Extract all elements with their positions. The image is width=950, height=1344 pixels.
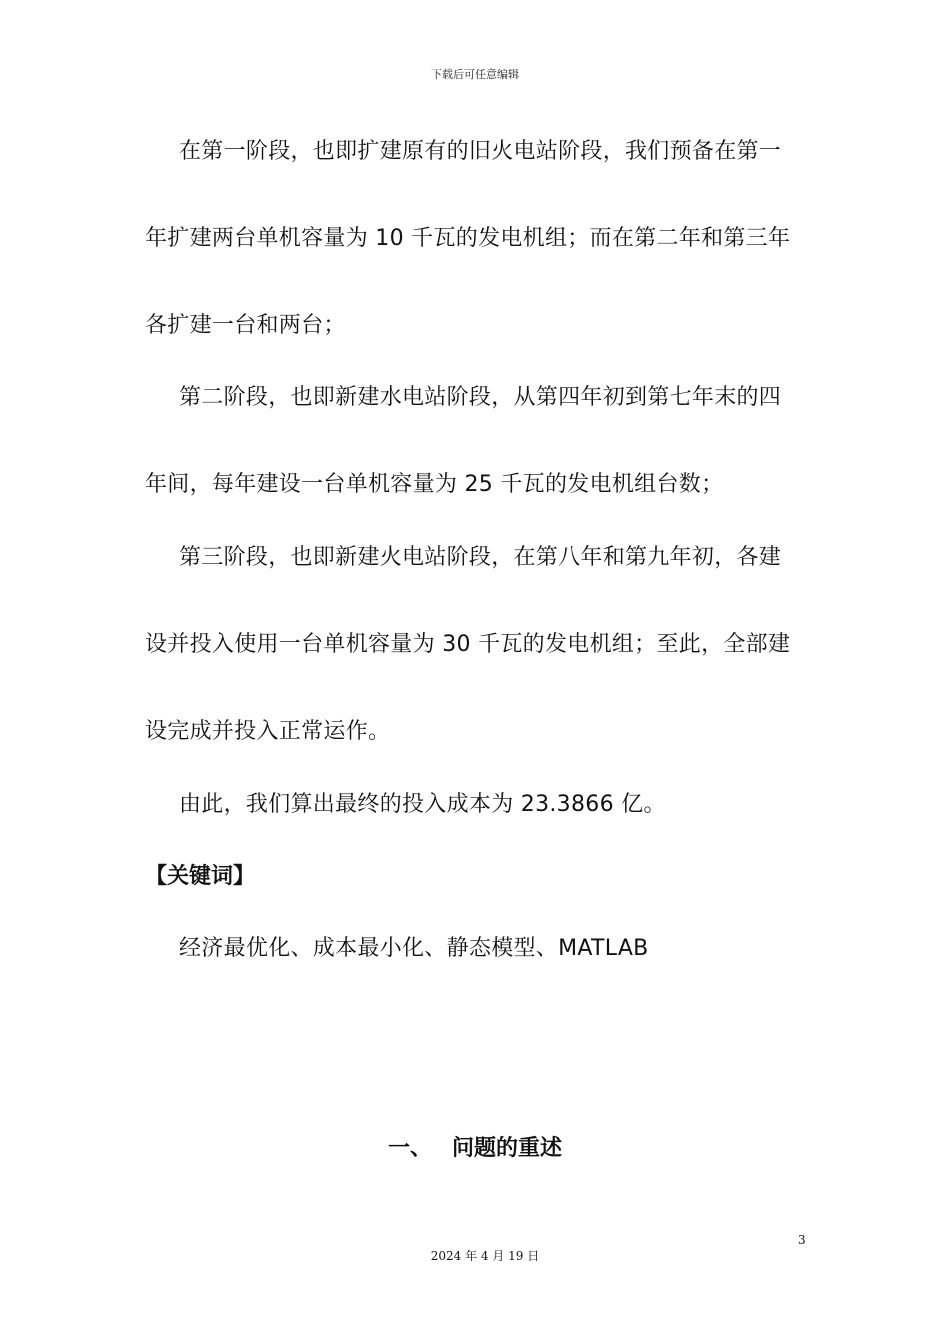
section-heading	[0, 1134, 950, 1164]
conclusion-line: 由此，我们算出最终的投入成本为 23.3866 亿。	[179, 792, 666, 817]
section-number: 一、	[387, 1136, 432, 1161]
paragraph-line: 年扩建两台单机容量为 10 千瓦的发电机组；而在第二年和第三年	[145, 226, 791, 251]
paragraph-line: 设完成并投入正常运作。	[145, 719, 391, 744]
page-number: 3	[798, 1233, 806, 1247]
paragraph-line: 第三阶段，也即新建火电站阶段，在第八年和第九年初，各建	[179, 545, 782, 570]
footer-date: 2024 年 4 月 19 日	[430, 1249, 540, 1263]
keywords-text: 经济最优化、成本最小化、静态模型、MATLAB	[179, 936, 649, 961]
paragraph-line: 各扩建一台和两台；	[145, 313, 346, 338]
paragraph-line: 在第一阶段，也即扩建原有的旧火电站阶段，我们预备在第一	[179, 139, 782, 164]
paragraph-line: 年间，每年建设一台单机容量为 25 千瓦的发电机组台数；	[145, 472, 724, 497]
paragraph-line: 设并投入使用一台单机容量为 30 千瓦的发电机组；至此，全部建	[145, 632, 791, 657]
paragraph-line: 第二阶段，也即新建水电站阶段，从第四年初到第七年末的四	[179, 385, 782, 410]
section-title: 问题的重述	[452, 1136, 563, 1161]
keywords-title: 【关键词】	[145, 864, 256, 889]
page-header-note: 下载后可任意编辑	[431, 68, 519, 81]
